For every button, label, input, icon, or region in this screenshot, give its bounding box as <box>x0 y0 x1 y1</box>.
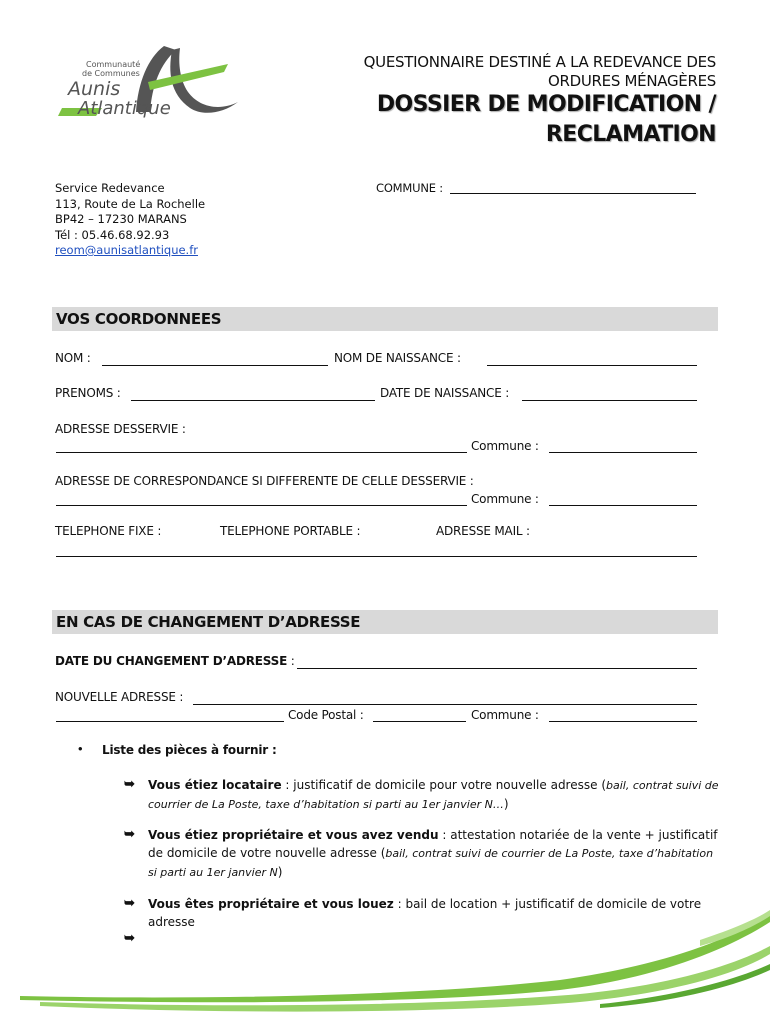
contact-field[interactable] <box>56 556 697 557</box>
logo-text-atlantique: Atlantique <box>78 98 171 119</box>
arrow-icon: ➥ <box>124 895 135 910</box>
piece-item-1-examples: bail, contrat suivi de courrier de La Poste, taxe d’habitation si parti au 1er janvier N… <box>148 779 719 811</box>
piece-item-2-end: ) <box>277 865 283 879</box>
footer-swoosh-decoration <box>0 900 770 1024</box>
piece-item-2 <box>148 826 723 882</box>
piece-item-2-examples: bail, contrat suivi de courrier de La Poste, taxe d’habitation si parti au 1er janvier N <box>148 847 714 879</box>
nouvelle-adresse-field-2[interactable] <box>56 721 284 722</box>
date-changement-text: DATE DU CHANGEMENT D’ADRESSE <box>55 654 288 668</box>
commune-label: COMMUNE : <box>376 181 443 195</box>
date-naissance-label: DATE DE NAISSANCE : <box>380 386 510 400</box>
service-address-1: 113, Route de La Rochelle <box>55 196 206 211</box>
nom-label: NOM : <box>55 351 91 365</box>
logo <box>52 42 242 122</box>
adresse-desservie-label: ADRESSE DESSERVIE : <box>55 422 186 436</box>
code-postal-label: Code Postal : <box>288 708 364 722</box>
code-postal-field[interactable] <box>373 721 466 722</box>
date-naissance-field[interactable] <box>522 400 697 401</box>
section-changement <box>52 610 718 634</box>
telephone-fixe-label: TELEPHONE FIXE : <box>55 524 162 538</box>
piece-item-2-title: Vous étiez propriétaire et vous avez vendu <box>148 828 439 842</box>
commune-correspondance-field[interactable] <box>549 505 697 506</box>
logo-text-aunis: Aunis <box>68 78 121 100</box>
telephone-portable-label: TELEPHONE PORTABLE : <box>220 524 361 538</box>
nouvelle-commune-field[interactable] <box>549 721 697 722</box>
adresse-desservie-field[interactable] <box>56 452 467 453</box>
adresse-mail-label: ADRESSE MAIL : <box>436 524 530 538</box>
nouvelle-commune-label: Commune : <box>471 708 539 722</box>
piece-item-3-text: : bail de location + justificatif de domicile de votre adresse <box>148 897 702 929</box>
service-email-link[interactable]: reom@aunisatlantique.fr <box>55 243 198 257</box>
arrow-icon: ➥ <box>124 930 135 945</box>
commune-field[interactable] <box>450 193 696 194</box>
prenoms-label: PRENOMS : <box>55 386 121 400</box>
arrow-icon: ➥ <box>124 776 135 791</box>
bullet-icon: • <box>78 741 83 756</box>
piece-item-1 <box>148 776 723 814</box>
adresse-correspondance-field[interactable] <box>56 505 467 506</box>
subtitle-line-2: ORDURES MÉNAGÈRES <box>547 72 716 90</box>
date-changement-field[interactable] <box>297 668 697 669</box>
prenoms-field[interactable] <box>131 400 375 401</box>
nouvelle-adresse-field-1[interactable] <box>193 704 697 705</box>
date-changement-label <box>55 654 295 668</box>
date-changement-colon: : <box>287 654 295 668</box>
nom-naissance-label: NOM DE NAISSANCE : <box>334 351 461 365</box>
logo-text-1: Communauté <box>86 60 141 69</box>
section-coordonnees-title: VOS COORDONNEES <box>56 310 222 328</box>
commune-desservie-field[interactable] <box>549 452 697 453</box>
liste-pieces-label: Liste des pièces à fournir : <box>102 743 277 757</box>
service-phone: Tél : 05.46.68.92.93 <box>55 227 170 242</box>
piece-item-1-end: ) <box>503 797 509 811</box>
subtitle-line-1: QUESTIONNAIRE DESTINÉ A LA REDEVANCE DES <box>363 53 716 71</box>
section-changement-title: EN CAS DE CHANGEMENT D’ADRESSE <box>56 613 361 631</box>
nouvelle-adresse-label: NOUVELLE ADRESSE : <box>55 690 184 704</box>
nom-field[interactable] <box>102 365 328 366</box>
piece-item-2-text: : attestation notariée de la vente + justificatif de domicile de votre nouvelle adresse ( <box>148 828 718 860</box>
piece-item-3-title: Vous êtes propriétaire et vous louez <box>148 897 394 911</box>
service-name: Service Redevance <box>55 181 165 195</box>
service-block <box>55 181 205 259</box>
adresse-correspondance-label: ADRESSE DE CORRESPONDANCE SI DIFFERENTE DE CELLE DESSERVIE : <box>55 474 474 488</box>
title-line-1: DOSSIER DE MODIFICATION / <box>376 92 716 117</box>
nom-naissance-field[interactable] <box>487 365 697 366</box>
service-address-2: BP42 – 17230 MARANS <box>55 212 187 226</box>
title-line-2: RECLAMATION <box>545 122 716 147</box>
logo-text-2: de Communes <box>82 69 140 78</box>
piece-item-1-title: Vous étiez locataire <box>148 778 282 792</box>
commune-desservie-label: Commune : <box>471 439 539 453</box>
piece-item-1-text: : justificatif de domicile pour votre nouvelle adresse ( <box>281 778 606 792</box>
commune-correspondance-label: Commune : <box>471 492 539 506</box>
section-coordonnees <box>52 307 718 331</box>
arrow-icon: ➥ <box>124 826 135 841</box>
